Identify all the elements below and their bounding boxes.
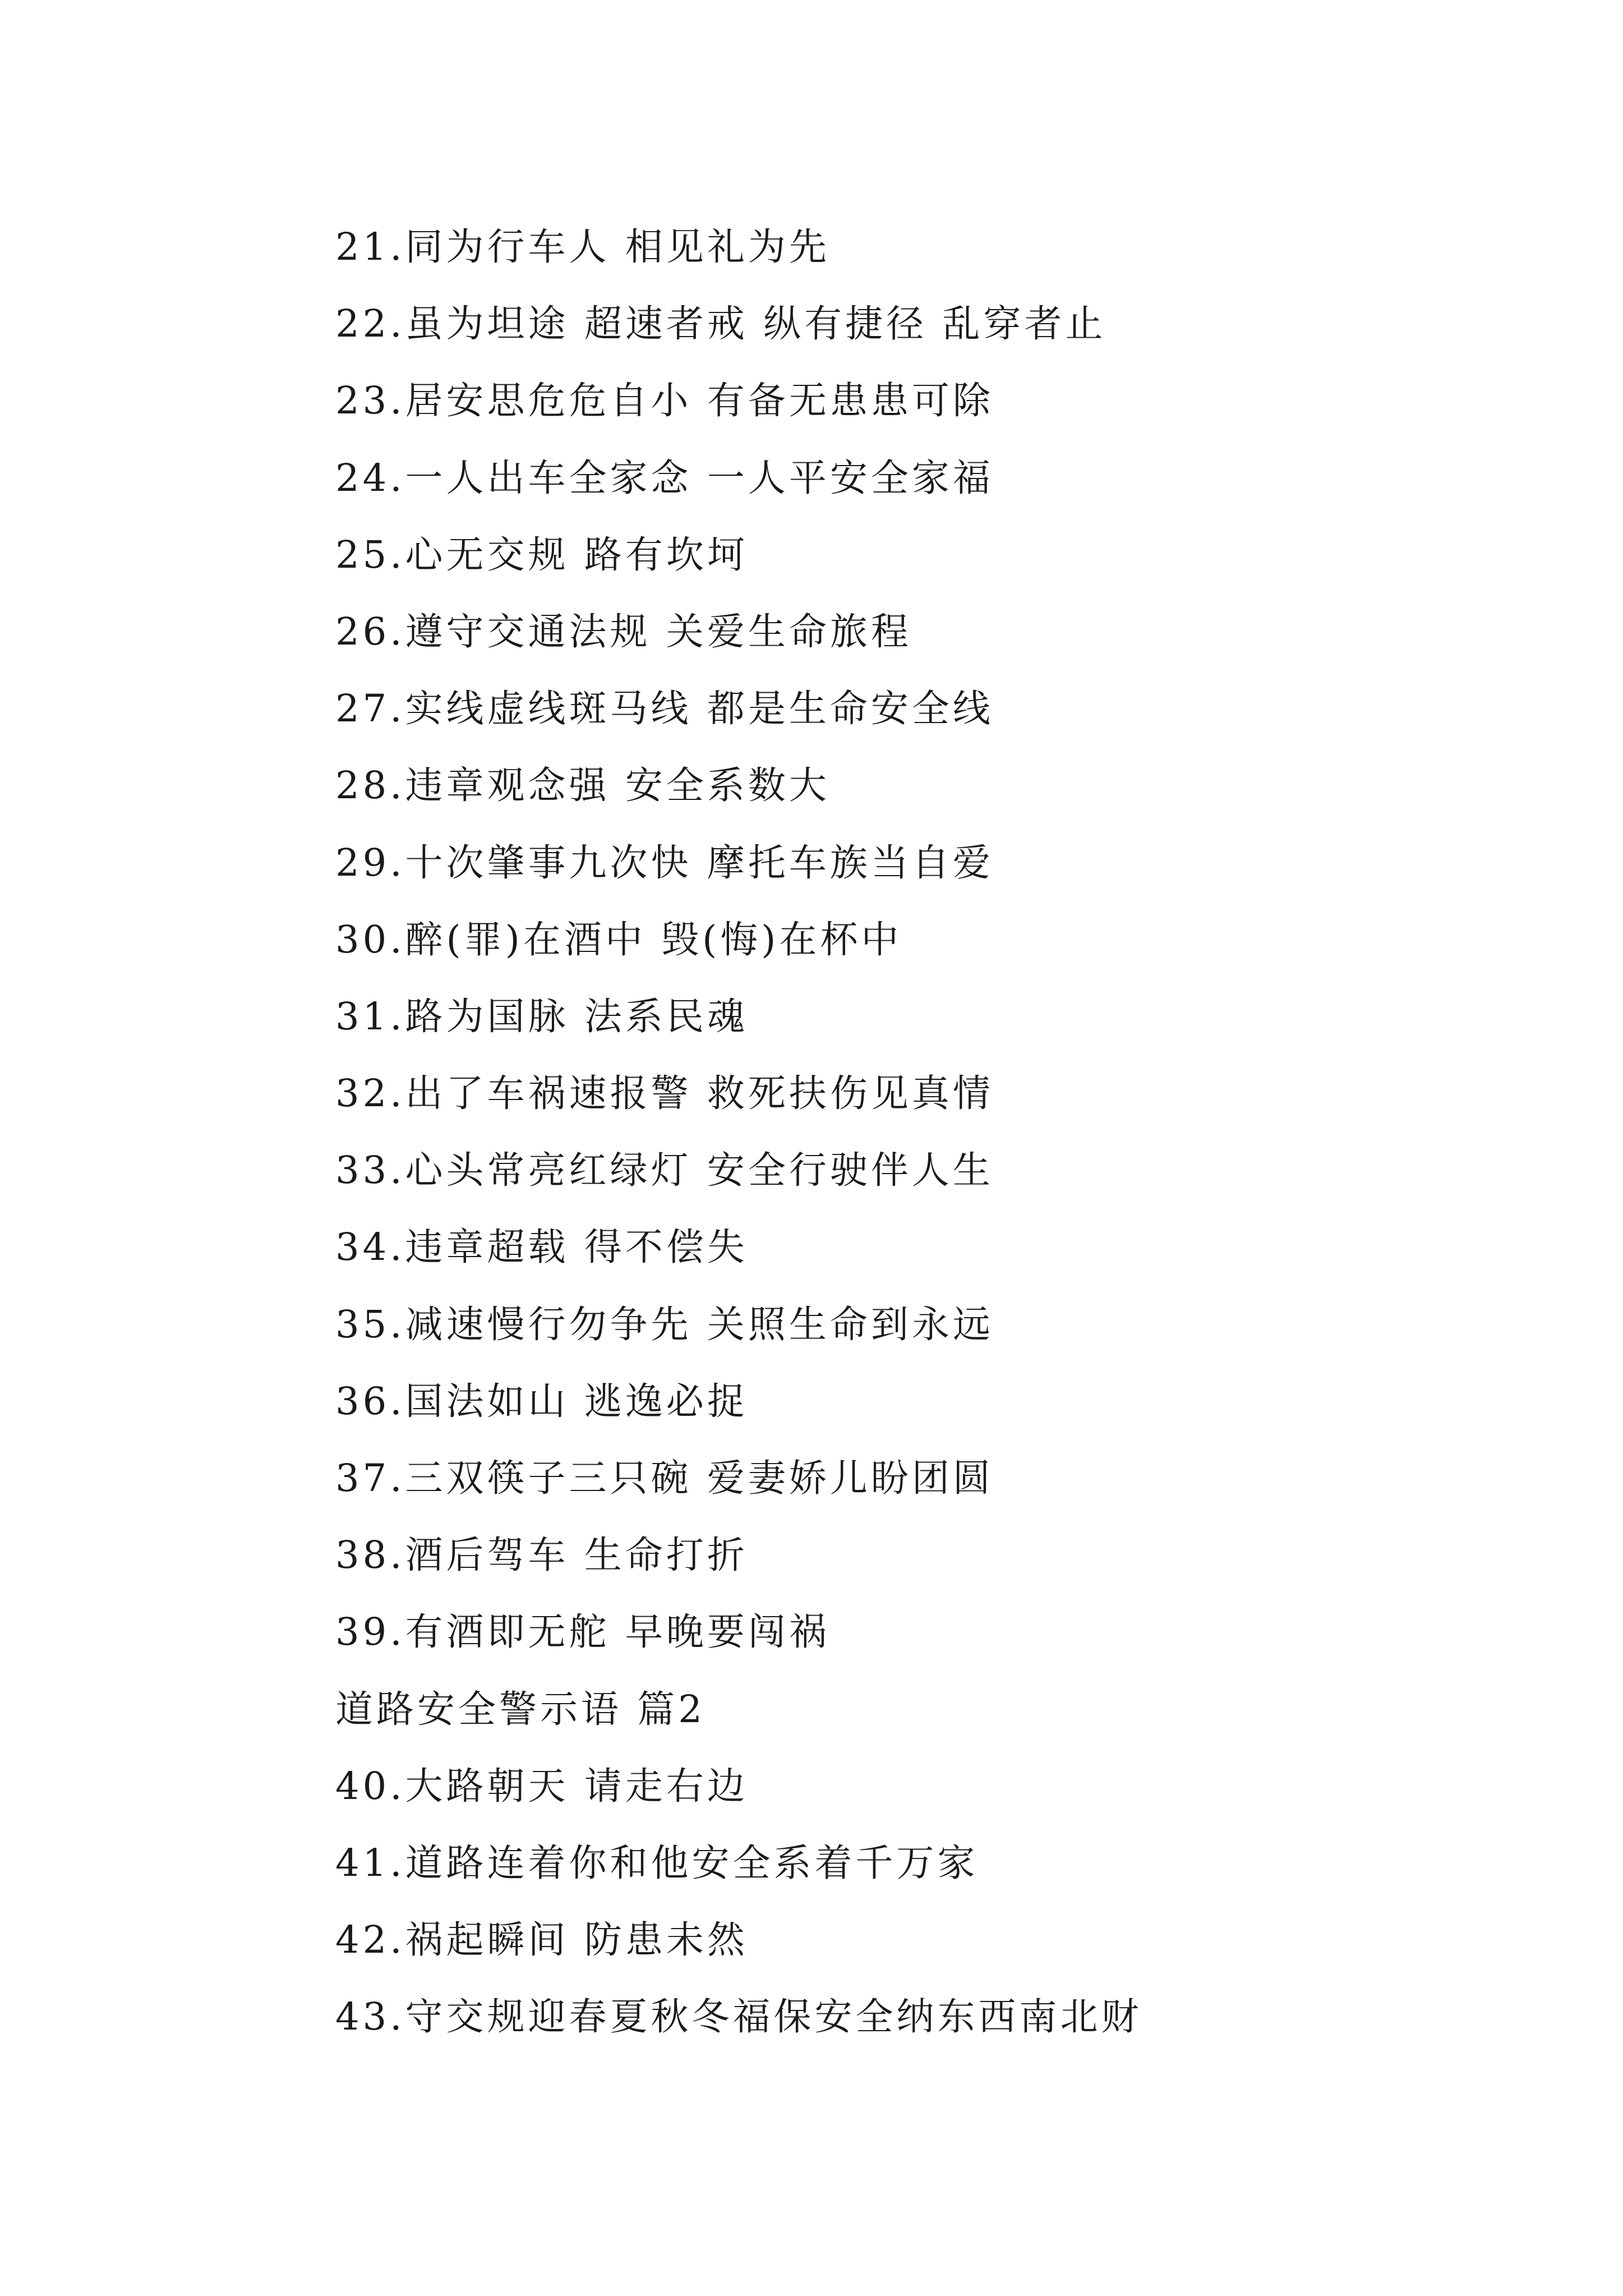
slogan-38: 38.酒后驾车 生命打折	[335, 1533, 748, 1577]
slogan-40: 40.大路朝天 请走右边	[335, 1764, 748, 1808]
slogan-25: 25.心无交规 路有坎坷	[335, 532, 748, 577]
slogan-42: 42.祸起瞬间 防患未然	[335, 1918, 748, 1962]
slogan-35: 35.减速慢行勿争先 关照生命到永远	[335, 1302, 994, 1346]
slogan-32: 32.出了车祸速报警 救死扶伤见真情	[335, 1071, 994, 1116]
slogan-43: 43.守交规迎春夏秋冬福保安全纳东西南北财	[335, 1995, 1142, 2039]
slogan-23: 23.居安思危危自小 有备无患患可除	[335, 379, 994, 423]
slogan-29: 29.十次肇事九次快 摩托车族当自爱	[335, 840, 994, 885]
slogan-list	[335, 209, 1569, 2056]
slogan-37: 37.三双筷子三只碗 爱妻娇儿盼团圆	[335, 1456, 994, 1500]
slogan-26: 26.遵守交通法规 关爱生命旅程	[335, 609, 912, 654]
slogan-33: 33.心头常亮红绿灯 安全行驶伴人生	[335, 1148, 994, 1193]
slogan-22: 22.虽为坦途 超速者戒 纵有捷径 乱穿者止	[335, 302, 1106, 346]
slogan-36: 36.国法如山 逃逸必捉	[335, 1379, 748, 1423]
slogan-21: 21.同为行车人 相见礼为先	[335, 225, 830, 269]
slogan-31: 31.路为国脉 法系民魂	[335, 994, 748, 1038]
slogan-28: 28.违章观念强 安全系数大	[335, 763, 830, 808]
slogan-41: 41.道路连着你和他安全系着千万家	[335, 1841, 979, 1885]
slogan-30: 30.醉(罪)在酒中 毁(悔)在杯中	[335, 917, 902, 961]
slogan-34: 34.违章超载 得不偿失	[335, 1225, 748, 1269]
slogan-24: 24.一人出车全家念 一人平安全家福	[335, 455, 994, 500]
slogan-27: 27.实线虚线斑马线 都是生命安全线	[335, 687, 994, 731]
slogan-39: 39.有酒即无舵 早晚要闯祸	[335, 1610, 830, 1654]
section-heading: 道路安全警示语 篇2	[335, 1687, 706, 1731]
